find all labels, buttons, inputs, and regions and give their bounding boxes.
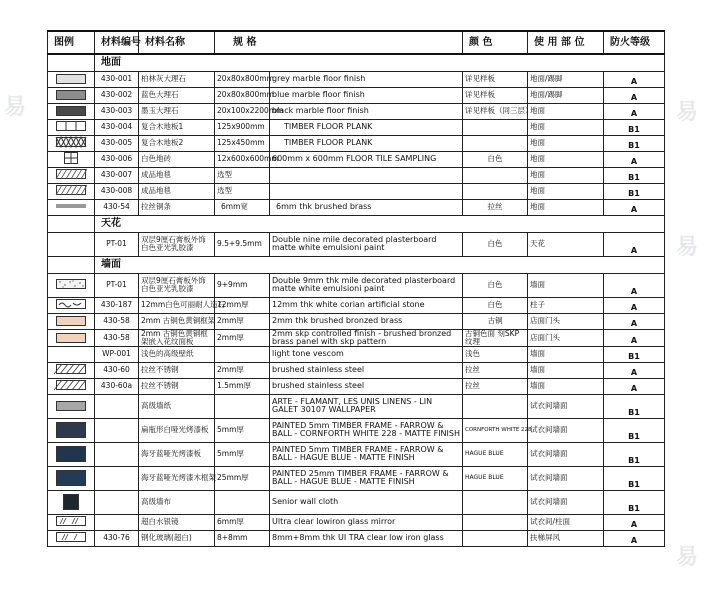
cell-fire: B1 xyxy=(604,394,665,418)
speckle-pattern-icon xyxy=(56,279,86,289)
cell-code xyxy=(95,442,139,466)
cell-code: 430-60a xyxy=(95,378,139,394)
carpet-hatch-icon xyxy=(56,185,86,195)
cell-color xyxy=(463,167,528,183)
cell-name: 拉丝不锈钢 xyxy=(139,362,215,378)
cell-name: 拉丝不锈钢 xyxy=(139,378,215,394)
black-marble-swatch xyxy=(56,106,86,116)
cell-fire: A xyxy=(604,530,665,546)
herringbone-pattern-icon xyxy=(56,137,86,147)
section-ceiling xyxy=(48,215,665,232)
cell-color: CORNFORTH WHITE 228 xyxy=(463,418,528,442)
cell-color xyxy=(463,490,528,514)
cell-color xyxy=(463,530,528,546)
cell-desc: ARTE - FLAMANT, LES UNIS LINENS - LIN GALET 30107 WALLPAPER xyxy=(270,394,463,418)
carpet-hatch-icon xyxy=(56,169,86,179)
header-name: 材料名称 xyxy=(139,31,215,54)
cell-spec: 20x100x2200mm xyxy=(215,103,270,119)
cell-fire: A xyxy=(604,87,665,103)
cell-spec: 12x600x600mm xyxy=(215,151,270,167)
cell-desc: grey marble floor finish xyxy=(270,71,463,87)
cell-name: 2mm 古铜色黄铜框架嵌入花纹面板 xyxy=(139,329,215,346)
cell-spec: 125x450mm xyxy=(215,135,270,151)
cell-fire: A xyxy=(604,329,665,346)
cell-spec: 5mm厚 xyxy=(215,442,270,466)
cell-color xyxy=(463,183,528,199)
cell-fire: B1 xyxy=(604,490,665,514)
cell-fire: A xyxy=(604,232,665,256)
cell-spec: 2mm厚 xyxy=(215,362,270,378)
section-label: 墙面 xyxy=(95,256,665,273)
cell-fire: B1 xyxy=(604,119,665,135)
material-table xyxy=(47,30,665,547)
cell-code: 430-008 xyxy=(95,183,139,199)
cell-use: 墙面 xyxy=(528,362,604,378)
cell-name: 复合木地板1 xyxy=(139,119,215,135)
section-floor xyxy=(48,54,665,71)
cell-name: 海牙蓝哑光烤漆木框架 xyxy=(139,466,215,490)
cell-spec: 12mm厚 xyxy=(215,297,270,313)
cell-fire: B1 xyxy=(604,418,665,442)
cell-code: 430-58 xyxy=(95,329,139,346)
cell-use: 地面 xyxy=(528,199,604,215)
cell-name: 拉丝铜条 xyxy=(139,199,215,215)
cell-color: 古铜色面 刻SKP纹理 xyxy=(463,329,528,346)
cell-use: 试衣间墙面 xyxy=(528,394,604,418)
cell-color: HAGUE BLUE xyxy=(463,466,528,490)
cell-desc: blue marble floor finish xyxy=(270,87,463,103)
section-label: 天花 xyxy=(95,215,665,232)
cell-fire: B1 xyxy=(604,466,665,490)
cell-name: 复合木地板2 xyxy=(139,135,215,151)
cell-use: 墙面 xyxy=(528,378,604,394)
cell-desc: brushed stainless steel xyxy=(270,378,463,394)
cell-fire: A xyxy=(604,362,665,378)
cell-color: 拉丝 xyxy=(463,362,528,378)
cell-use: 地面 xyxy=(528,167,604,183)
table-row xyxy=(48,297,665,313)
cell-color: 白色 xyxy=(463,297,528,313)
cell-desc xyxy=(270,167,463,183)
cell-spec: 20x80x800mm xyxy=(215,71,270,87)
cell-fire: A xyxy=(604,514,665,530)
cell-fire: A xyxy=(604,297,665,313)
cell-fire: A xyxy=(604,103,665,119)
steel-hatch-icon xyxy=(56,364,86,374)
table-row xyxy=(48,232,665,256)
steel-hatch-icon xyxy=(56,380,86,390)
cell-color: 白色 xyxy=(463,273,528,297)
cell-desc: 2mm thk brushed bronzed brass xyxy=(270,313,463,329)
cell-spec: 125x900mm xyxy=(215,119,270,135)
cell-use: 扶梯屏风 xyxy=(528,530,604,546)
table-row xyxy=(48,394,665,418)
cell-code: WP-001 xyxy=(95,346,139,362)
watermark: 易 xyxy=(676,235,699,260)
cell-desc: PAINTED 25mm TIMBER FRAME - FARROW & BALL - HAGUE BLUE - MATTE FINISH xyxy=(270,466,463,490)
cell-desc xyxy=(270,183,463,199)
cell-spec: 25mm厚 xyxy=(215,466,270,490)
header-row xyxy=(48,31,665,54)
cell-color: 详见样板 xyxy=(463,71,528,87)
cell-desc: PAINTED 5mm TIMBER FRAME - FARROW & BALL - CORNFORTH WHITE 228 - MATTE FINISH xyxy=(270,418,463,442)
hague-blue-frame-swatch xyxy=(56,470,86,486)
cell-code xyxy=(95,394,139,418)
cell-spec: 9.5+9.5mm xyxy=(215,232,270,256)
cell-use: 墙面 xyxy=(528,346,604,362)
cell-code: 430-58 xyxy=(95,313,139,329)
mirror-pattern-icon xyxy=(56,516,86,526)
cell-color xyxy=(463,119,528,135)
cell-color: 白色 xyxy=(463,232,528,256)
cell-fire: A xyxy=(604,313,665,329)
cell-fire: A xyxy=(604,151,665,167)
cell-color xyxy=(463,394,528,418)
cell-color: HAGUE BLUE xyxy=(463,442,528,466)
cell-code: 430-187 xyxy=(95,297,139,313)
cell-name: 双层9厘石膏板外饰白色亚光乳胶漆 xyxy=(139,232,215,256)
cell-name: 双层9厘石膏板外饰白色亚光乳胶漆 xyxy=(139,273,215,297)
cell-code: 430-001 xyxy=(95,71,139,87)
cell-desc: brushed stainless steel xyxy=(270,362,463,378)
cell-desc: PAINTED 5mm TIMBER FRAME - FARROW & BALL - HAGUE BLUE - MATTE FINISH xyxy=(270,442,463,466)
cell-desc: TIMBER FLOOR PLANK xyxy=(270,135,463,151)
cell-code: 430-005 xyxy=(95,135,139,151)
cell-name: 海牙蓝哑光烤漆板 xyxy=(139,442,215,466)
header-fire: 防火等级 xyxy=(604,31,665,54)
cell-name: 蓝色大理石 xyxy=(139,87,215,103)
cell-code: 430-003 xyxy=(95,103,139,119)
table-row xyxy=(48,329,665,346)
cell-color: 详见样板 xyxy=(463,87,528,103)
cell-use: 地面 xyxy=(528,103,604,119)
watermark: 易 xyxy=(676,545,699,570)
corian-pattern-icon xyxy=(56,299,86,309)
cell-desc: light tone vescom xyxy=(270,346,463,362)
cell-spec: 选型 xyxy=(215,183,270,199)
table-row xyxy=(48,199,665,215)
cell-use: 墙面 xyxy=(528,273,604,297)
cell-code: PT-01 xyxy=(95,232,139,256)
table-row xyxy=(48,490,665,514)
cell-spec: 选型 xyxy=(215,167,270,183)
cell-fire: A xyxy=(604,71,665,87)
section-label: 地面 xyxy=(95,54,665,71)
cell-desc: Senior wall cloth xyxy=(270,490,463,514)
cell-use: 店面门头 xyxy=(528,313,604,329)
cell-code: PT-01 xyxy=(95,273,139,297)
cell-use: 试衣间墙面 xyxy=(528,490,604,514)
table-row xyxy=(48,514,665,530)
header-legend: 图例 xyxy=(48,31,95,54)
cell-spec: 8+8mm xyxy=(215,530,270,546)
table-row xyxy=(48,183,665,199)
cell-code: 430-004 xyxy=(95,119,139,135)
wall-cloth-swatch xyxy=(63,494,79,510)
blue-marble-swatch xyxy=(56,90,86,100)
cell-desc: Ultra clear lowiron glass mirror xyxy=(270,514,463,530)
cell-color: 拉丝 xyxy=(463,199,528,215)
cell-name: 超白水银镜 xyxy=(139,514,215,530)
cell-spec: 1.5mm厚 xyxy=(215,378,270,394)
cell-code: 430-007 xyxy=(95,167,139,183)
cell-spec: 9+9mm xyxy=(215,273,270,297)
table-row xyxy=(48,530,665,546)
cell-desc: TIMBER FLOOR PLANK xyxy=(270,119,463,135)
cell-use: 试衣间墙面 xyxy=(528,442,604,466)
brass-strip-icon xyxy=(56,201,86,211)
cell-fire: B1 xyxy=(604,442,665,466)
cell-color: 白色 xyxy=(463,151,528,167)
cell-name: 浅色的高级壁纸 xyxy=(139,346,215,362)
cell-desc: Double nine mile decorated plasterboard matte white emulsioni paint xyxy=(270,232,463,256)
header-code: 材料编号 xyxy=(95,31,139,54)
cell-spec: 5mm厚 xyxy=(215,418,270,442)
header-spec: 规 格 xyxy=(215,31,463,54)
table-row xyxy=(48,378,665,394)
cell-spec: 20x80x800mm xyxy=(215,87,270,103)
table-row xyxy=(48,273,665,297)
cell-name: 扁瓶形白哑光烤漆板 xyxy=(139,418,215,442)
cell-use: 试衣间墙面 xyxy=(528,418,604,442)
table-row xyxy=(48,167,665,183)
cell-spec: 6mm宽 xyxy=(215,199,270,215)
cell-color: 浅色 xyxy=(463,346,528,362)
table-row xyxy=(48,135,665,151)
cell-name: 高级墙布 xyxy=(139,490,215,514)
cell-use: 试衣间/柱面 xyxy=(528,514,604,530)
table-row xyxy=(48,119,665,135)
header-use: 使 用 部 位 xyxy=(528,31,604,54)
cell-name: 柏林灰大理石 xyxy=(139,71,215,87)
table-row xyxy=(48,466,665,490)
cell-name: 钢化玻璃(超白) xyxy=(139,530,215,546)
table-row xyxy=(48,151,665,167)
cell-color: 拉丝 xyxy=(463,378,528,394)
header-color: 颜 色 xyxy=(463,31,528,54)
watermark: 易 xyxy=(676,100,699,125)
cell-code: 430-006 xyxy=(95,151,139,167)
cell-use: 地面 xyxy=(528,151,604,167)
cell-spec xyxy=(215,490,270,514)
cell-name: 12mm白色可丽耐人造石 xyxy=(139,297,215,313)
cell-use: 地面/踢脚 xyxy=(528,87,604,103)
table-row xyxy=(48,87,665,103)
cell-fire: B1 xyxy=(604,183,665,199)
cell-desc: black marble floor finish xyxy=(270,103,463,119)
cell-use: 店面门头 xyxy=(528,329,604,346)
cell-color: 古铜 xyxy=(463,313,528,329)
table-row xyxy=(48,103,665,119)
cell-name: 墨玉大理石 xyxy=(139,103,215,119)
cell-code xyxy=(95,466,139,490)
grey-marble-swatch xyxy=(56,74,86,84)
glass-pattern-icon xyxy=(56,532,86,542)
material-schedule xyxy=(47,30,664,547)
plank-pattern-icon xyxy=(56,121,86,131)
cell-name: 2mm 古铜色黄铜框架 xyxy=(139,313,215,329)
table-row xyxy=(48,313,665,329)
cell-color: 详见样板（同三层） xyxy=(463,103,528,119)
table-row xyxy=(48,346,665,362)
cell-spec xyxy=(215,346,270,362)
wallpaper-swatch xyxy=(56,401,86,411)
cell-code xyxy=(95,418,139,442)
cell-code xyxy=(95,490,139,514)
cell-desc: Double 9mm thk mile decorated plasterboard matte white emulsioni paint xyxy=(270,273,463,297)
cell-code: 430-002 xyxy=(95,87,139,103)
cell-name: 成品地毯 xyxy=(139,167,215,183)
tile-grid-icon xyxy=(64,152,78,164)
watermark: 易 xyxy=(4,95,27,120)
cell-fire: A xyxy=(604,378,665,394)
cell-use: 试衣间墙面 xyxy=(528,466,604,490)
cell-use: 地面 xyxy=(528,119,604,135)
cell-desc: 600mm x 600mm FLOOR TILE SAMPLING xyxy=(270,151,463,167)
cell-fire: A xyxy=(604,273,665,297)
cell-fire: B1 xyxy=(604,135,665,151)
table-row xyxy=(48,442,665,466)
hague-blue-swatch xyxy=(56,446,86,462)
cell-desc: 6mm thk brushed brass xyxy=(270,199,463,215)
cell-color xyxy=(463,135,528,151)
cell-desc: 2mm skp controlled finish - brushed bronzed brass panel with skp pattern xyxy=(270,329,463,346)
cell-desc: 8mm+8mm thk UI TRA clear low iron glass xyxy=(270,530,463,546)
cell-name: 高级墙纸 xyxy=(139,394,215,418)
table-row xyxy=(48,71,665,87)
cell-use: 天花 xyxy=(528,232,604,256)
cell-use: 地面/踢脚 xyxy=(528,71,604,87)
cell-fire: B1 xyxy=(604,167,665,183)
cell-spec: 6mm厚 xyxy=(215,514,270,530)
cell-use: 地面 xyxy=(528,183,604,199)
cell-code: 430-60 xyxy=(95,362,139,378)
cell-fire: A xyxy=(604,199,665,215)
cell-fire: B1 xyxy=(604,346,665,362)
cell-name: 成品地毯 xyxy=(139,183,215,199)
cell-desc: 12mm thk white corian artificial stone xyxy=(270,297,463,313)
bronze-brass-swatch xyxy=(56,316,86,326)
cell-use: 地面 xyxy=(528,135,604,151)
cell-color xyxy=(463,514,528,530)
cell-spec: 2mm厚 xyxy=(215,313,270,329)
cell-code xyxy=(95,514,139,530)
cell-spec: 2mm厚 xyxy=(215,329,270,346)
bronze-brass-swatch xyxy=(56,333,86,343)
cell-name: 白色地砖 xyxy=(139,151,215,167)
table-row xyxy=(48,418,665,442)
section-wall xyxy=(48,256,665,273)
cell-code: 430-76 xyxy=(95,530,139,546)
cell-spec xyxy=(215,394,270,418)
cell-use: 柱子 xyxy=(528,297,604,313)
table-row xyxy=(48,362,665,378)
cell-code: 430-54 xyxy=(95,199,139,215)
lacquer-panel-swatch xyxy=(56,422,86,438)
